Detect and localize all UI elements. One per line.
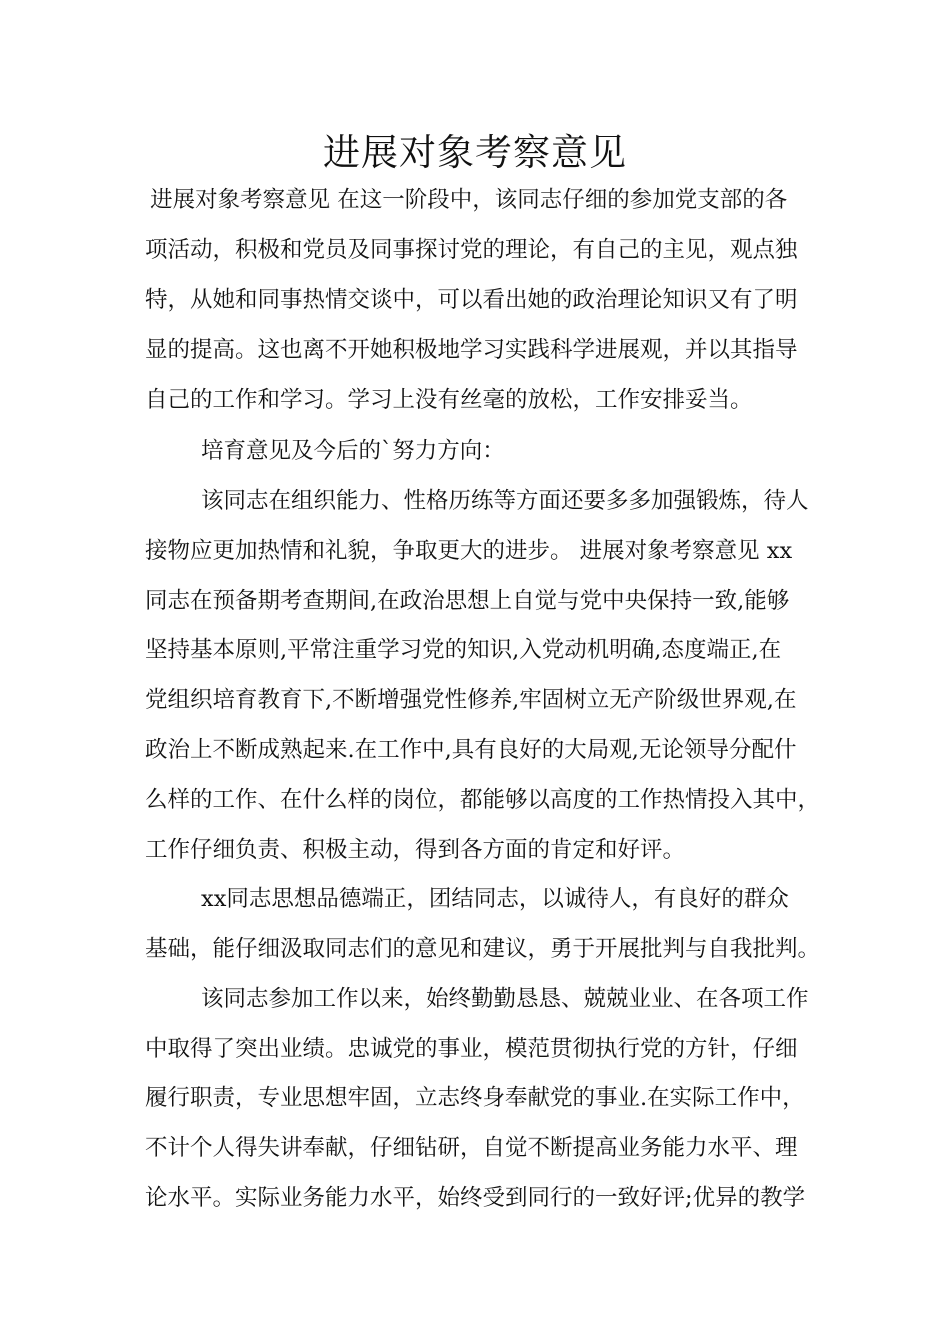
body-line: 履行职责，专业思想牢固，立志终身奉献党的事业.在实际工作中， <box>145 1085 805 1111</box>
body-line: 中取得了突出业绩。忠诚党的事业，模范贯彻执行党的方针，仔细 <box>145 1036 798 1062</box>
body-line: 进展对象考察意见 在这一阶段中，该同志仔细的参加党支部的各 <box>143 187 788 213</box>
body-line: 论水平。实际业务能力水平，始终受到同行的一致好评;优异的教学 <box>145 1185 806 1211</box>
body-line: 项活动，积极和党员及同事探讨党的理论，有自己的主见，观点独 <box>145 237 798 263</box>
body-line: 工作仔细负责、积极主动，得到各方面的肯定和好评。 <box>145 837 686 863</box>
body-line: 自己的工作和学习。学习上没有丝毫的放松，工作安排妥当。 <box>145 387 753 413</box>
body-line: 么样的工作、在什么样的岗位，都能够以高度的工作热情投入其中， <box>145 787 821 813</box>
body-line: xx同志思想品德端正，团结同志，以诚待人，有良好的群众 <box>201 886 789 912</box>
body-line: 显的提高。这也离不开她积极地学习实践科学进展观，并以其指导 <box>145 337 798 363</box>
body-line: 坚持基本原则,平常注重学习党的知识,入党动机明确,态度端正,在 <box>145 637 782 663</box>
body-line: 不计个人得失讲奉献，仔细钻研，自觉不断提高业务能力水平、理 <box>145 1135 798 1161</box>
body-line: 该同志在组织能力、性格历练等方面还要多多加强锻炼，待人 <box>201 488 809 514</box>
document-title: 进展对象考察意见 <box>323 131 627 174</box>
body-line: 同志在预备期考查期间,在政治思想上自觉与党中央保持一致,能够 <box>145 588 790 614</box>
body-line: 培育意见及今后的`努力方向： <box>201 438 505 464</box>
body-line: 基础，能仔细汲取同志们的意见和建议，勇于开展批判与自我批判。 <box>145 936 821 962</box>
body-line: 政治上不断成熟起来.在工作中,具有良好的大局观,无论领导分配什 <box>145 737 797 763</box>
body-line: 党组织培育教育下,不断增强党性修养,牢固树立无产阶级世界观,在 <box>145 687 797 713</box>
body-line: 特，从她和同事热情交谈中，可以看出她的政治理论知识又有了明 <box>145 287 798 313</box>
body-line: 该同志参加工作以来，始终勤勤恳恳、兢兢业业、在各项工作 <box>201 986 809 1012</box>
body-line: 接物应更加热情和礼貌，争取更大的进步。 进展对象考察意见 xx <box>145 538 793 564</box>
